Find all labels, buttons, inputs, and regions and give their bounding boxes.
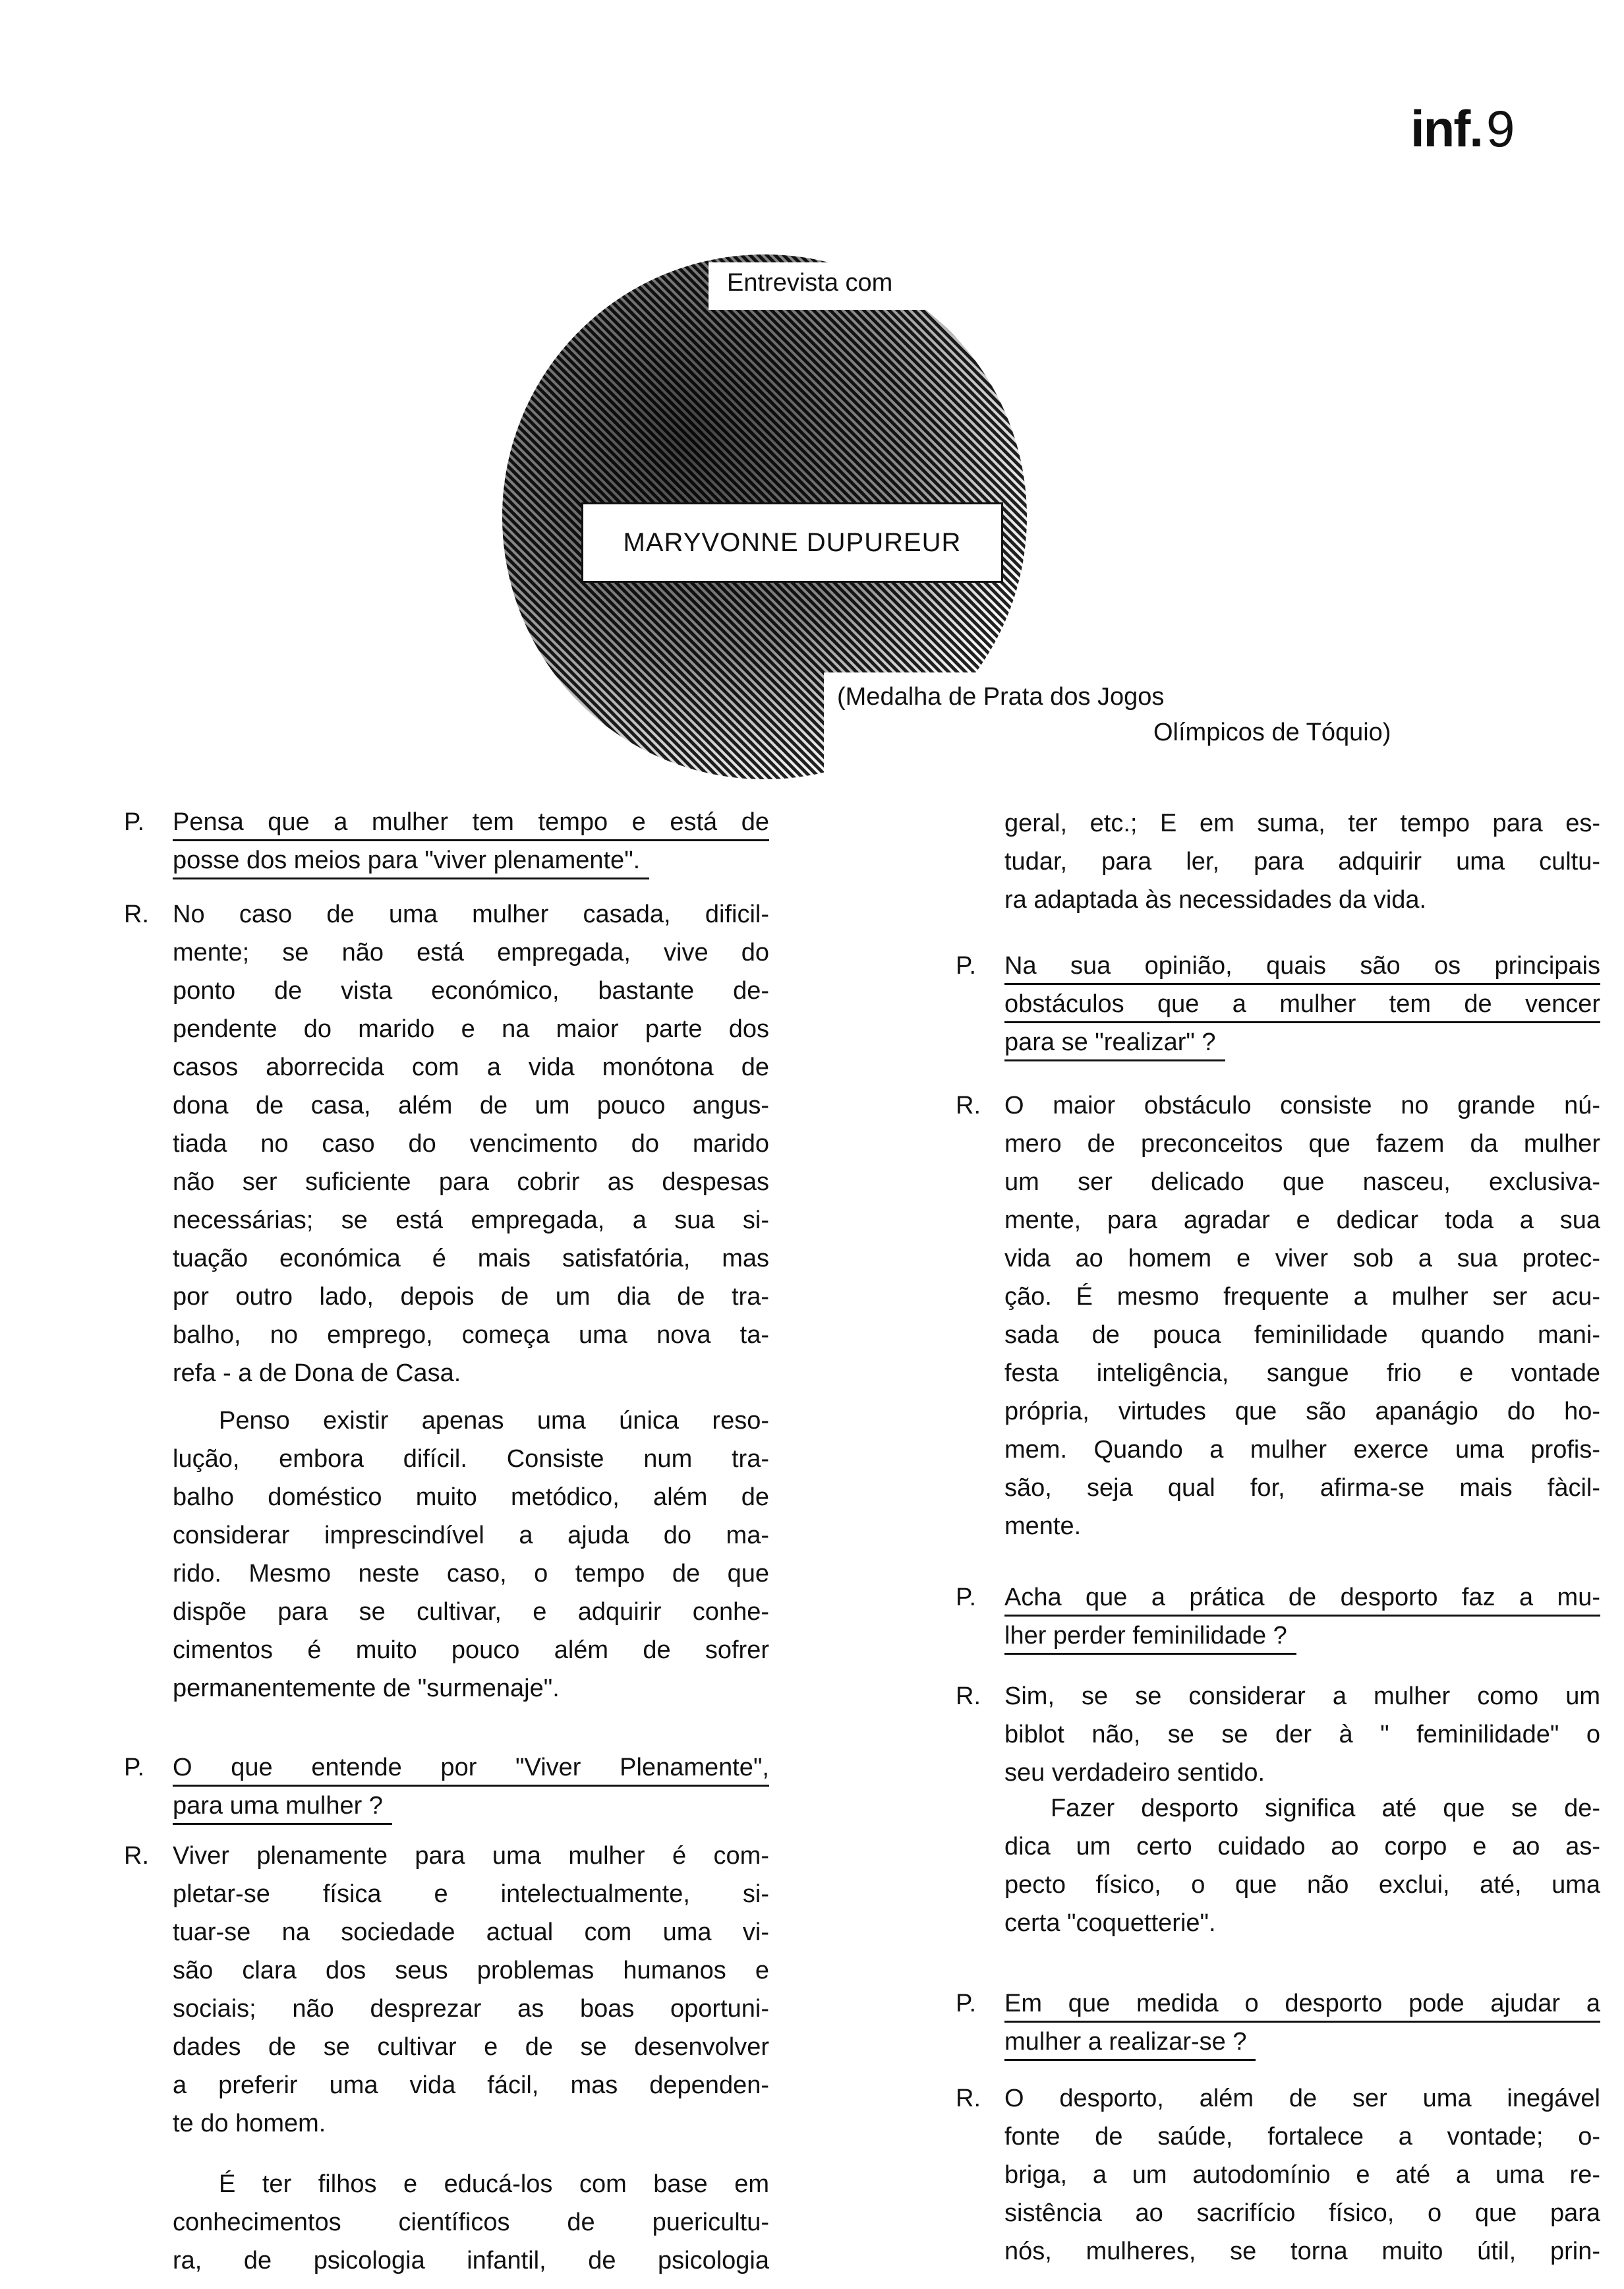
question-label: P. bbox=[956, 1990, 977, 2017]
page-number-header bbox=[1410, 99, 1513, 159]
header-prefix: inf. bbox=[1410, 100, 1482, 158]
text-line: balho doméstico muito metódico, além de bbox=[173, 1483, 769, 1511]
text-line: dispõe para se cultivar, e adquirir conhe- bbox=[173, 1598, 769, 1626]
text-line: conhecimentos científicos de puericultu- bbox=[173, 2209, 769, 2236]
text-line: mero de preconceitos que fazem da mulher bbox=[1004, 1130, 1600, 1158]
text-line: certa "coquetterie". bbox=[1004, 1909, 1216, 1937]
text-line: pletar-se física e intelectualmente, si- bbox=[173, 1880, 769, 1908]
text-line: pecto físico, o que não exclui, até, uma bbox=[1004, 1871, 1600, 1899]
text-line: tiada no caso do vencimento do marido bbox=[173, 1130, 769, 1158]
text-line: balho, no emprego, começa uma nova ta- bbox=[173, 1321, 769, 1349]
text-line: geral, etc.; E em suma, ter tempo para es- bbox=[1004, 810, 1600, 837]
text-line: não ser suficiente para cobrir as despesas bbox=[173, 1168, 769, 1196]
text-line: Na sua opinião, quais são os principais bbox=[1004, 947, 1600, 985]
text-line: seu verdadeiro sentido. bbox=[1004, 1759, 1265, 1787]
text-line: casos aborrecida com a vida monótona de bbox=[173, 1054, 769, 1081]
text-line: Penso existir apenas uma única reso- bbox=[219, 1407, 769, 1435]
text-line: vida ao homem e viver sob a sua protec- bbox=[1004, 1245, 1600, 1272]
question-label: P. bbox=[124, 1754, 145, 1781]
question-label: P. bbox=[956, 1584, 977, 1611]
text-line: fonte de saúde, fortalece a vontade; o- bbox=[1004, 2123, 1600, 2151]
text-line: tuar-se na sociedade actual com uma vi- bbox=[173, 1918, 769, 1946]
text-line: mulher a realizar-se ? bbox=[1004, 2023, 1256, 2061]
text-line: O que entende por "Viver Plenamente", bbox=[173, 1748, 769, 1787]
text-line: mente; se não está empregada, vive do bbox=[173, 939, 769, 966]
text-line: Pensa que a mulher tem tempo e está de bbox=[173, 803, 769, 841]
text-line: cimentos é muito pouco além de sofrer bbox=[173, 1636, 769, 1664]
text-line: sada de pouca feminilidade quando mani- bbox=[1004, 1321, 1600, 1349]
text-line: para uma mulher ? bbox=[173, 1787, 392, 1825]
text-line: própria, virtudes que são apanágio do ho- bbox=[1004, 1398, 1600, 1425]
text-line: são, seja qual for, afirma-se mais fàcil- bbox=[1004, 1474, 1600, 1502]
caption-line-2: Olímpicos de Tóquio) bbox=[1153, 719, 1391, 746]
text-line: posse dos meios para "viver plenamente". bbox=[173, 841, 649, 879]
text-line: para se "realizar" ? bbox=[1004, 1023, 1225, 1061]
text-line: pendente do marido e na maior parte dos bbox=[173, 1015, 769, 1043]
text-line: dades de se cultivar e de se desenvolver bbox=[173, 2033, 769, 2061]
text-line: É ter filhos e educá-los com base em bbox=[219, 2170, 769, 2198]
text-line: tudar, para ler, para adquirir uma cultu- bbox=[1004, 848, 1600, 876]
text-line: rido. Mesmo neste caso, o tempo de que bbox=[173, 1560, 769, 1588]
text-line: sistência ao sacrifício físico, o que para bbox=[1004, 2199, 1600, 2227]
text-line: te do homem. bbox=[173, 2110, 326, 2137]
text-line: biblot não, se se der à " feminilidade" o bbox=[1004, 1721, 1600, 1748]
text-line: por outro lado, depois de um dia de tra- bbox=[173, 1283, 769, 1311]
text-line: ra, de psicologia infantil, de psicologia bbox=[173, 2247, 769, 2274]
text-line: dona de casa, além de um pouco angus- bbox=[173, 1092, 769, 1119]
question-label: P. bbox=[124, 808, 145, 836]
medal-caption bbox=[824, 672, 1516, 778]
text-line: dica um certo cuidado ao corpo e ao as- bbox=[1004, 1833, 1600, 1860]
text-line: necessárias; se está empregada, a sua si- bbox=[173, 1206, 769, 1234]
text-line: considerar imprescindível a ajuda do ma- bbox=[173, 1522, 769, 1549]
text-line: Fazer desporto significa até que se de- bbox=[1051, 1795, 1600, 1822]
text-line: obstáculos que a mulher tem de vencer bbox=[1004, 985, 1600, 1023]
text-line: mem. Quando a mulher exerce uma profis- bbox=[1004, 1436, 1600, 1464]
text-line: Viver plenamente para uma mulher é com- bbox=[173, 1842, 769, 1870]
text-line: ra adaptada às necessidades da vida. bbox=[1004, 886, 1427, 914]
text-line: a preferir uma vida fácil, mas dependen- bbox=[173, 2071, 769, 2099]
text-line: O desporto, além de ser uma inegável bbox=[1004, 2085, 1600, 2112]
text-line: O maior obstáculo consiste no grande nú- bbox=[1004, 1092, 1600, 1119]
text-line: sociais; não desprezar as boas oportuni- bbox=[173, 1995, 769, 2023]
interviewee-name-box: MARYVONNE DUPUREUR bbox=[581, 502, 1003, 583]
caption-line-1: (Medalha de Prata dos Jogos bbox=[837, 683, 1165, 711]
text-line: tuação económica é mais satisfatória, mas bbox=[173, 1245, 769, 1272]
text-line: ção. É mesmo frequente a mulher ser acu- bbox=[1004, 1283, 1600, 1311]
text-line: mente, para agradar e dedicar toda a sua bbox=[1004, 1206, 1600, 1234]
text-line: são clara dos seus problemas humanos e bbox=[173, 1957, 769, 1984]
text-line: lher perder feminilidade ? bbox=[1004, 1617, 1296, 1655]
answer-label: R. bbox=[124, 901, 149, 928]
answer-label: R. bbox=[956, 1092, 981, 1119]
text-line: permanentemente de "surmenaje". bbox=[173, 1675, 560, 1702]
text-line: nós, mulheres, se torna muito útil, prin- bbox=[1004, 2238, 1600, 2265]
text-line: refa - a de Dona de Casa. bbox=[173, 1359, 461, 1387]
text-line: lução, embora difícil. Consiste num tra- bbox=[173, 1445, 769, 1473]
answer-label: R. bbox=[956, 1682, 981, 1710]
text-line: No caso de uma mulher casada, dificil- bbox=[173, 901, 769, 928]
text-line: briga, a um autodomínio e até a uma re- bbox=[1004, 2161, 1600, 2189]
interview-intro: Entrevista com bbox=[709, 262, 959, 310]
answer-label: R. bbox=[124, 1842, 149, 1870]
text-line: Sim, se se considerar a mulher como um bbox=[1004, 1682, 1600, 1710]
text-line: festa inteligência, sangue frio e vontade bbox=[1004, 1359, 1600, 1387]
answer-label: R. bbox=[956, 2085, 981, 2112]
text-line: Em que medida o desporto pode ajudar a bbox=[1004, 1984, 1600, 2023]
header-number: 9 bbox=[1486, 100, 1514, 158]
question-label: P. bbox=[956, 952, 977, 980]
text-line: um ser delicado que nasceu, exclusiva- bbox=[1004, 1168, 1600, 1196]
text-line: ponto de vista económico, bastante de- bbox=[173, 977, 769, 1005]
text-line: Acha que a prática de desporto faz a mu- bbox=[1004, 1578, 1600, 1617]
text-line: mente. bbox=[1004, 1512, 1082, 1540]
